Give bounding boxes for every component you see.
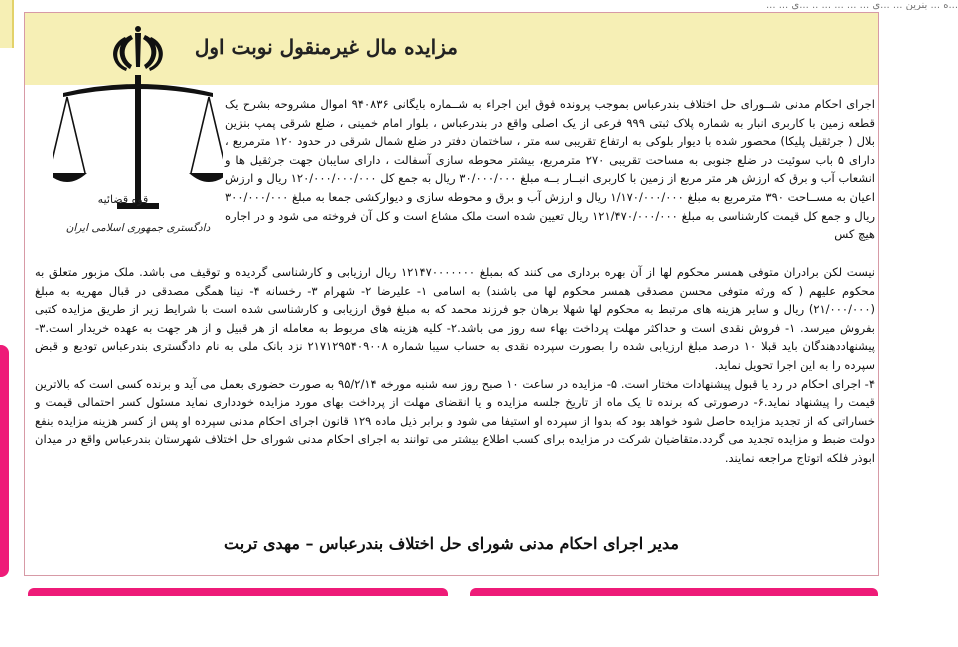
previous-notice-fragment: ...ه ... بنرین ... ...ی ... ... ... ... .. ...ی ... ...: [765, 0, 958, 10]
justice-department-label: دادگستری جمهوری اسلامی ایران: [65, 222, 211, 234]
adjacent-ad-tab: [0, 345, 9, 577]
next-ad-header-right: [470, 588, 878, 596]
notice-body-paragraph: نیست لکن برادران متوفی همسر محکوم لها از آن بهره برداری می کنند که بمبلغ ۱۲۱۴۷۰۰۰۰۰۰۰ ریال ارزیابی و کارشناسی گردیده و توقیف می باشد. ملک مزبور متعلق به محکوم علیهم ( که ورثه متوفی محسن مصدقی همسر محکوم لها می باشند) به اسامی ۱- علیرضا ۲- شهرام ۳- رخسانه ۴- نینا همگی مصدقی در قبال مهریه به مبلغ (۲۱/۰۰۰/۰۰۰) ریال و سایر هزینه های مرتبط به محکوم لها شهلا برهان جو فرزند محمد که به مبلغ فوق ارزیابی و کارشناسی شده است با شرایط زیر از طریق مزایده کتبی بفروش میرسد. ۱- فروش نقدی است و حداکثر مهلت پرداخت بهاء سه روز می باشد.۲- کلیه هزینه های مربوط به معامله از هر قبیل و از هر جهت به عهده خریدار است.۳- پیشنهاددهندگان باید قبلا ۱۰ درصد مبلغ ارزیابی شده را بصورت سپرده نقدی به حساب سیبا شماره ۲۱۷۱۲۹۵۴۰۹۰۰۸ نزد بانک ملی به نام دادگستری بندرعباس تودیع و قبض سپرده را به این اجرا تحویل نماید.: [35, 265, 876, 372]
adjacent-ad-edge: [0, 0, 14, 48]
notice-body: [35, 263, 875, 468]
notice-signature: مدیر اجرای احکام مدنی شورای حل اختلاف بندرعباس – مهدی تربت: [224, 534, 679, 553]
notice-body-intro: اجرای احکام مدنی شــورای حل اختلاف بندرعباس بموجب پرونده فوق این اجراء به شــماره بایگانی ۹۴۰۸۳۶ اموال مشروحه بشرح یک قطعه زمین با کاربری انبار به شماره پلاک ثبتی ۹۹۹ فرعی از یک اصلی واقع در بندرعباس ، بلوار امام خمینی ، ضلع شرقی پمپ بنزین بلال ( جرثقیل پلیکا) محصور شده با دیوار بلوکی به ارتفاع تقریبی سه متر ، ساختمان دفتر در ضلع شمال شرقی در حدود ۱۲۰ مترمربع ، دارای ۵ باب سوئیت در ضلع جنوبی به مساحت تقریبی ۲۷۰ مترمربع، بیشتر محوطه سازی آسفالت ، دارای سایبان جهت جرثقیل ها و انشعاب آب و برق که ارزش هر متر مربع از زمین با کاربری انبــار بــه مبلغ ۳۰/۰۰۰/۰۰۰ ریال به جمع کل ۱۲۰/۰۰۰/۰۰۰/۰۰۰ ریال و ارزش اعیان به مســاحت ۳۹۰ مترمربع به مبلغ ۱/۱۷۰/۰۰۰/۰۰۰ ریال و ارزش آب و برق و محوطه سازی و دیوارکشی جمعا به مبلغ ۳۰۰/۰۰۰/۰۰۰ ریال و جمع کل قیمت کارشناسی به مبلغ ۱۲۱/۴۷۰/۰۰۰/۰۰۰ ریال تعیین شده است ملک مشاع است و کل آن فروخته می شود و در اجاره هیچ کس: [225, 97, 876, 242]
notice-body-paragraph: ۴- اجرای احکام در رد یا قبول پیشنهادات مختار است. ۵- مزایده در ساعت ۱۰ صبح روز سه شنبه مورخه ۹۵/۲/۱۴ به صورت حضوری بعمل می آید و برنده کسی است که بالاترین قیمت را پیشنهاد نماید.۶- درصورتی که برنده تا یک ماه از تاریخ جلسه مزایده و یا انقضای مهلت از پرداخت بهای مورد مزایده خودداری نماید مسئول کسر احتمالی قیمت و خساراتی که از تجدید مزایده حاصل شود خواهد بود که بدوا از سپرده او استیفا می شود و برابر ذیل ماده ۱۲۹ قانون اجرای احکام مدنی سپرده او پس از کسر هزینه مزایده بنفع دولت ضبط و مزایده تجدید می گردد.متقاضیان شرکت در مزایده برای کسب اطلاع بیشتر می توانند به اجرای احکام مدنی شورای حل اختلاف شهرستان بندرعباس واقع در میدان ابوذر فلکه اتوتاج مراجعه نمایند.: [35, 376, 876, 465]
next-ad-header-left: [28, 588, 448, 596]
judiciary-label: قوه قضائیه: [97, 193, 149, 206]
auction-notice: [24, 12, 879, 576]
notice-title: مزایده مال غیرمنقول نوبت اول: [194, 35, 458, 59]
emblem-caption: [45, 193, 231, 234]
